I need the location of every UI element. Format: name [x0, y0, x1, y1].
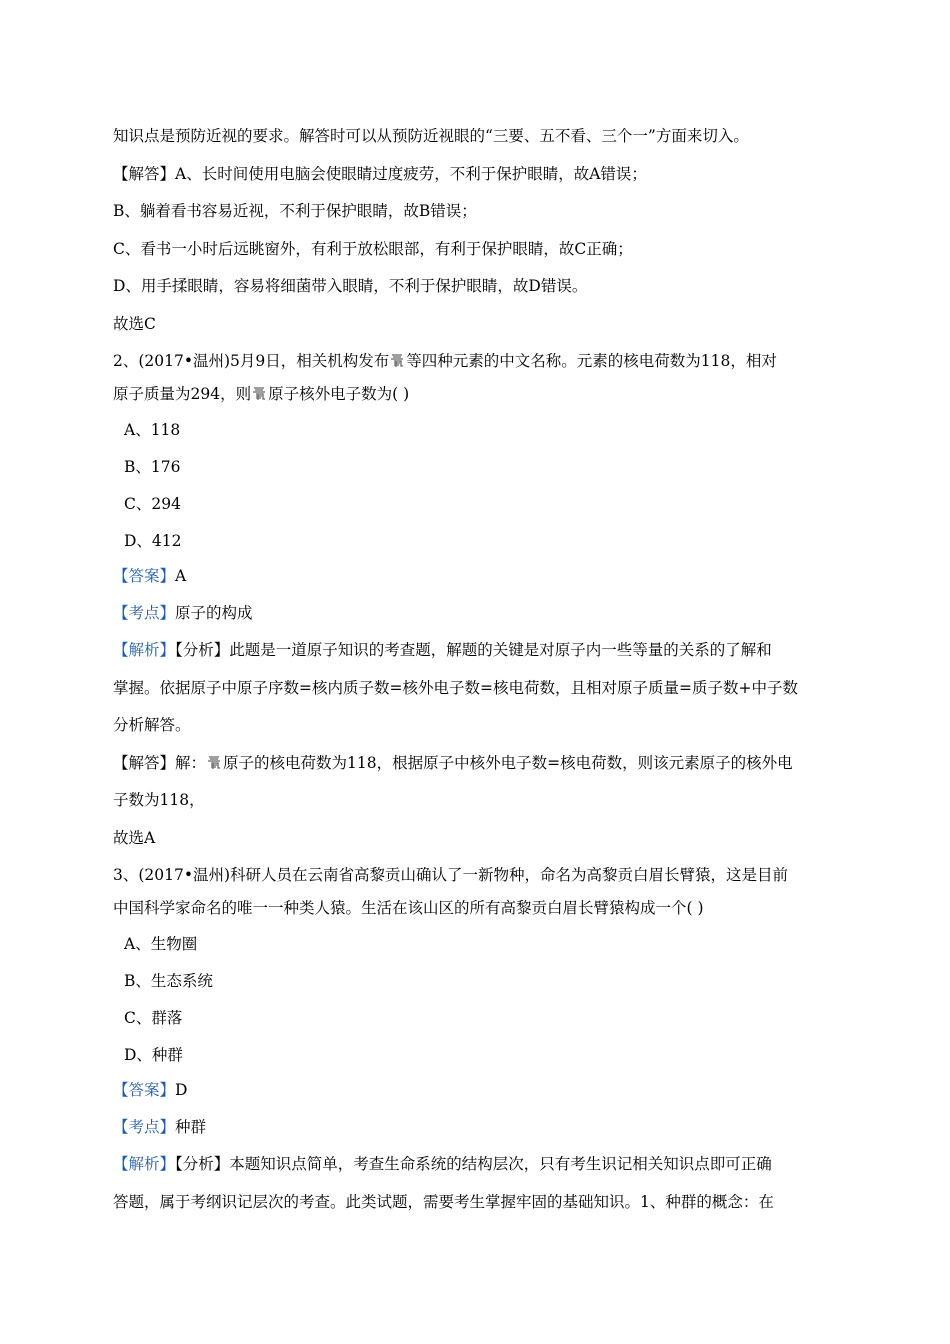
solution-text: A、长时间使用电脑会使眼睛过度疲劳，不利于保护眼睛，故A错误；	[175, 165, 647, 183]
solution-line-c: C、看书一小时后远眺窗外，有利于放松眼部，有利于保护眼睛，故C正确；	[113, 240, 633, 258]
q2-stem-part: 原子质量为294，则	[113, 385, 252, 403]
q2-solve-line2: 子数为118，	[113, 791, 205, 809]
q3-point	[113, 1117, 841, 1137]
q2-choose: 故选A	[113, 829, 156, 847]
answer-tag: 【答案】	[113, 567, 176, 585]
q2-option-a: A、118	[124, 421, 181, 439]
analysis-text: 【分析】本题知识点简单，考查生命系统的结构层次，只有考生识记相关知识点即可正确	[175, 1155, 772, 1173]
q3-stem-line1: 3、(2017•温州)科研人员在云南省高黎贡山确认了一新物种，命名为高黎贡白眉长臂猿，这是目前	[113, 866, 789, 884]
answer-tag: 【答案】	[113, 1081, 176, 1099]
answer-value: D	[175, 1081, 188, 1099]
intro-text: 知识点是预防近视的要求。解答时可以从预防近视眼的“三要、五不看、三个一”方面来切入。	[113, 127, 749, 145]
analysis-tag: 【解析】	[113, 641, 176, 659]
q2-point	[113, 603, 841, 623]
q2-analysis-line3: 分析解答。	[113, 716, 191, 734]
solution-tag: 【解答】	[113, 165, 176, 183]
q3-stem-line2: 中国科学家命名的唯一一种类人猿。生活在该山区的所有高黎贡白眉长臂猿构成一个( )	[113, 899, 704, 917]
element-glyph-icon	[207, 755, 222, 770]
point-value: 种群	[175, 1118, 207, 1136]
q2-option-d: D、412	[124, 532, 182, 550]
element-glyph-icon	[252, 386, 267, 401]
choose-answer: 故选C	[113, 315, 156, 333]
q3-option-d: D、种群	[124, 1046, 183, 1064]
point-value: 原子的构成	[175, 604, 253, 622]
q3-answer	[113, 1080, 841, 1100]
solve-tag: 【解答】解：	[113, 754, 207, 772]
q2-stem-part: 等四种元素的中文名称。元素的核电荷数为118，相对	[406, 352, 777, 370]
solve-text: 原子的核电荷数为118，根据原子中核外电子数=核电荷数，则该元素原子的核外电	[223, 754, 793, 772]
q2-analysis-line2: 掌握。依据原子中原子序数=核内质子数=核外电子数=核电荷数，且相对原子质量=质子数+中子数	[113, 679, 798, 697]
q2-stem-line1	[113, 351, 841, 371]
q2-stem-part: 2、(2017•温州)5月9日，相关机构发布	[113, 352, 390, 370]
q3-analysis-line2: 答题，属于考纲识记层次的考查。此类试题，需要考生掌握牢固的基础知识。1、种群的概念：在	[113, 1193, 774, 1211]
element-glyph-icon	[390, 353, 405, 368]
analysis-text: 【分析】此题是一道原子知识的考查题，解题的关键是对原子内一些等量的关系的了解和	[175, 641, 772, 659]
q2-answer	[113, 566, 841, 586]
q2-option-b: B、176	[124, 458, 181, 476]
point-tag: 【考点】	[113, 1118, 176, 1136]
q3-option-b: B、生态系统	[124, 972, 213, 990]
q2-solve-line1	[113, 753, 841, 773]
analysis-tag: 【解析】	[113, 1155, 176, 1173]
solution-line-d: D、用手揉眼睛，容易将细菌带入眼睛，不利于保护眼睛，故D错误。	[113, 277, 588, 295]
q3-option-a: A、生物圈	[124, 935, 198, 953]
q2-stem-line2	[113, 384, 841, 404]
q3-analysis-line1	[113, 1154, 841, 1174]
point-tag: 【考点】	[113, 604, 176, 622]
q2-stem-part: 原子核外电子数为( )	[268, 385, 410, 403]
answer-value: A	[175, 567, 187, 585]
q2-analysis-line1	[113, 640, 841, 660]
q3-option-c: C、群落	[124, 1009, 183, 1027]
solution-line-a	[113, 164, 841, 184]
solution-line-b: B、躺着看书容易近视，不利于保护眼睛，故B错误；	[113, 202, 477, 220]
q2-option-c: C、294	[124, 495, 181, 513]
